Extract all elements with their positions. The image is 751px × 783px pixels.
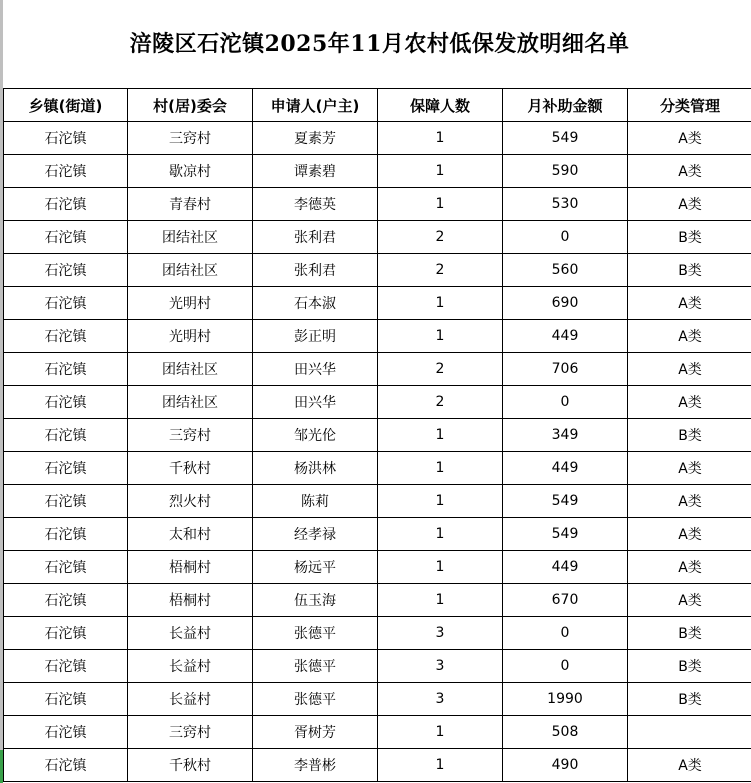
cell-applicant[interactable]: 田兴华 — [253, 353, 378, 386]
cell-town[interactable]: 石沱镇 — [4, 122, 128, 155]
cell-town[interactable]: 石沱镇 — [4, 452, 128, 485]
cell-amount[interactable]: 590 — [503, 155, 628, 188]
cell-town[interactable]: 石沱镇 — [4, 485, 128, 518]
cell-category[interactable]: B类 — [628, 683, 751, 716]
cell-amount[interactable]: 449 — [503, 452, 628, 485]
cell-applicant[interactable]: 彭正明 — [253, 320, 378, 353]
cell-people[interactable]: 1 — [378, 122, 503, 155]
cell-village[interactable]: 长益村 — [128, 650, 253, 683]
cell-people[interactable]: 3 — [378, 617, 503, 650]
cell-village[interactable]: 三窍村 — [128, 716, 253, 749]
cell-category[interactable]: A类 — [628, 353, 751, 386]
cell-people[interactable]: 1 — [378, 287, 503, 320]
cell-category[interactable]: A类 — [628, 287, 751, 320]
cell-people[interactable]: 1 — [378, 485, 503, 518]
header-people[interactable]: 保障人数 — [378, 89, 503, 122]
table-row — [4, 287, 751, 320]
header-town[interactable]: 乡镇(街道) — [4, 89, 128, 122]
cell-people[interactable]: 3 — [378, 683, 503, 716]
cell-applicant[interactable]: 夏素芳 — [253, 122, 378, 155]
cell-amount[interactable]: 0 — [503, 386, 628, 419]
cell-town[interactable]: 石沱镇 — [4, 254, 128, 287]
cell-village[interactable]: 烈火村 — [128, 485, 253, 518]
cell-village[interactable]: 千秋村 — [128, 452, 253, 485]
table-row — [4, 617, 751, 650]
cell-village[interactable]: 长益村 — [128, 683, 253, 716]
cell-applicant[interactable]: 石本淑 — [253, 287, 378, 320]
cell-category[interactable]: B类 — [628, 419, 751, 452]
cell-applicant[interactable]: 田兴华 — [253, 386, 378, 419]
cell-category[interactable]: A类 — [628, 749, 751, 782]
cell-applicant[interactable]: 邹光伦 — [253, 419, 378, 452]
cell-applicant[interactable]: 张德平 — [253, 683, 378, 716]
cell-town[interactable]: 石沱镇 — [4, 617, 128, 650]
cell-amount[interactable]: 508 — [503, 716, 628, 749]
cell-amount[interactable]: 1990 — [503, 683, 628, 716]
table-row — [4, 452, 751, 485]
cell-village[interactable]: 光明村 — [128, 320, 253, 353]
cell-category[interactable]: A类 — [628, 518, 751, 551]
cell-village[interactable]: 太和村 — [128, 518, 253, 551]
document-title: 涪陵区石沱镇2025年11月农村低保发放明细名单 — [129, 31, 630, 57]
cell-applicant[interactable]: 张德平 — [253, 617, 378, 650]
table-row — [4, 320, 751, 353]
table-row — [4, 122, 751, 155]
cell-applicant[interactable]: 陈莉 — [253, 485, 378, 518]
header-village[interactable]: 村(居)委会 — [128, 89, 253, 122]
cell-village[interactable]: 青春村 — [128, 188, 253, 221]
cell-people[interactable]: 1 — [378, 749, 503, 782]
table-row — [4, 551, 751, 584]
cell-category[interactable]: A类 — [628, 155, 751, 188]
cell-category[interactable]: A类 — [628, 122, 751, 155]
cell-amount[interactable]: 449 — [503, 551, 628, 584]
cell-village[interactable]: 歇凉村 — [128, 155, 253, 188]
cell-applicant[interactable]: 胥树芳 — [253, 716, 378, 749]
header-row — [4, 89, 751, 122]
table-row — [4, 419, 751, 452]
cell-people[interactable]: 2 — [378, 254, 503, 287]
cell-town[interactable]: 石沱镇 — [4, 353, 128, 386]
cell-amount[interactable]: 349 — [503, 419, 628, 452]
table-row — [4, 683, 751, 716]
cell-amount[interactable]: 530 — [503, 188, 628, 221]
cell-town[interactable]: 石沱镇 — [4, 419, 128, 452]
cell-people[interactable]: 2 — [378, 221, 503, 254]
table-row — [4, 188, 751, 221]
cell-amount[interactable]: 549 — [503, 122, 628, 155]
cell-village[interactable]: 团结社区 — [128, 254, 253, 287]
cell-applicant[interactable]: 经孝禄 — [253, 518, 378, 551]
cell-village[interactable]: 团结社区 — [128, 353, 253, 386]
cell-town[interactable]: 石沱镇 — [4, 749, 128, 782]
cell-town[interactable]: 石沱镇 — [4, 716, 128, 749]
cell-people[interactable]: 1 — [378, 155, 503, 188]
cell-village[interactable]: 梧桐村 — [128, 551, 253, 584]
cell-category[interactable]: A类 — [628, 452, 751, 485]
cell-category[interactable]: A类 — [628, 485, 751, 518]
cell-people[interactable]: 2 — [378, 353, 503, 386]
cell-town[interactable]: 石沱镇 — [4, 155, 128, 188]
cell-village[interactable]: 团结社区 — [128, 386, 253, 419]
cell-village[interactable]: 梧桐村 — [128, 584, 253, 617]
cell-village[interactable]: 三窍村 — [128, 419, 253, 452]
cell-applicant[interactable]: 伍玉海 — [253, 584, 378, 617]
table-row — [4, 749, 751, 782]
cell-people[interactable]: 1 — [378, 551, 503, 584]
cell-village[interactable]: 千秋村 — [128, 749, 253, 782]
allowance-table — [3, 88, 751, 782]
table-row — [4, 518, 751, 551]
cell-town[interactable]: 石沱镇 — [4, 584, 128, 617]
cell-village[interactable]: 光明村 — [128, 287, 253, 320]
cell-category[interactable]: A类 — [628, 584, 751, 617]
cell-people[interactable]: 1 — [378, 419, 503, 452]
cell-applicant[interactable]: 李德英 — [253, 188, 378, 221]
cell-amount[interactable]: 0 — [503, 617, 628, 650]
cell-applicant[interactable]: 杨远平 — [253, 551, 378, 584]
cell-category[interactable] — [628, 716, 751, 749]
table-row — [4, 386, 751, 419]
cell-town[interactable]: 石沱镇 — [4, 386, 128, 419]
cell-town[interactable]: 石沱镇 — [4, 650, 128, 683]
cell-applicant[interactable]: 李普彬 — [253, 749, 378, 782]
cell-amount[interactable]: 0 — [503, 221, 628, 254]
cell-town[interactable]: 石沱镇 — [4, 683, 128, 716]
cell-town[interactable]: 石沱镇 — [4, 320, 128, 353]
cell-town[interactable]: 石沱镇 — [4, 287, 128, 320]
header-category[interactable]: 分类管理 — [628, 89, 751, 122]
header-applicant[interactable]: 申请人(户主) — [253, 89, 378, 122]
table-row — [4, 584, 751, 617]
cell-category[interactable]: A类 — [628, 188, 751, 221]
header-amount[interactable]: 月补助金额 — [503, 89, 628, 122]
cell-category[interactable]: A类 — [628, 551, 751, 584]
cell-category[interactable]: B类 — [628, 650, 751, 683]
cell-amount[interactable]: 706 — [503, 353, 628, 386]
cell-applicant[interactable]: 杨洪林 — [253, 452, 378, 485]
table-row — [4, 716, 751, 749]
cell-applicant[interactable]: 张德平 — [253, 650, 378, 683]
cell-applicant[interactable]: 张利君 — [253, 254, 378, 287]
cell-town[interactable]: 石沱镇 — [4, 518, 128, 551]
cell-category[interactable]: B类 — [628, 254, 751, 287]
cell-applicant[interactable]: 谭素碧 — [253, 155, 378, 188]
cell-people[interactable]: 1 — [378, 716, 503, 749]
cell-village[interactable]: 三窍村 — [128, 122, 253, 155]
table-row — [4, 485, 751, 518]
cell-people[interactable]: 1 — [378, 584, 503, 617]
table-row — [4, 254, 751, 287]
table-body — [4, 122, 751, 782]
cell-town[interactable]: 石沱镇 — [4, 551, 128, 584]
cell-amount[interactable]: 549 — [503, 485, 628, 518]
cell-people[interactable]: 1 — [378, 320, 503, 353]
cell-town[interactable]: 石沱镇 — [4, 221, 128, 254]
cell-applicant[interactable]: 张利君 — [253, 221, 378, 254]
cell-town[interactable]: 石沱镇 — [4, 188, 128, 221]
table-row — [4, 155, 751, 188]
cell-amount[interactable]: 560 — [503, 254, 628, 287]
cell-people[interactable]: 2 — [378, 386, 503, 419]
cell-category[interactable]: A类 — [628, 386, 751, 419]
cell-amount[interactable]: 0 — [503, 650, 628, 683]
cell-category[interactable]: A类 — [628, 320, 751, 353]
cell-amount[interactable]: 549 — [503, 518, 628, 551]
cell-village[interactable]: 长益村 — [128, 617, 253, 650]
cell-category[interactable]: B类 — [628, 617, 751, 650]
cell-people[interactable]: 1 — [378, 518, 503, 551]
cell-amount[interactable]: 490 — [503, 749, 628, 782]
cell-category[interactable]: B类 — [628, 221, 751, 254]
cell-people[interactable]: 1 — [378, 452, 503, 485]
table-row — [4, 353, 751, 386]
table-row — [4, 221, 751, 254]
cell-people[interactable]: 3 — [378, 650, 503, 683]
cell-people[interactable]: 1 — [378, 188, 503, 221]
cell-village[interactable]: 团结社区 — [128, 221, 253, 254]
cell-amount[interactable]: 690 — [503, 287, 628, 320]
cell-amount[interactable]: 670 — [503, 584, 628, 617]
table-row — [4, 650, 751, 683]
cell-amount[interactable]: 449 — [503, 320, 628, 353]
